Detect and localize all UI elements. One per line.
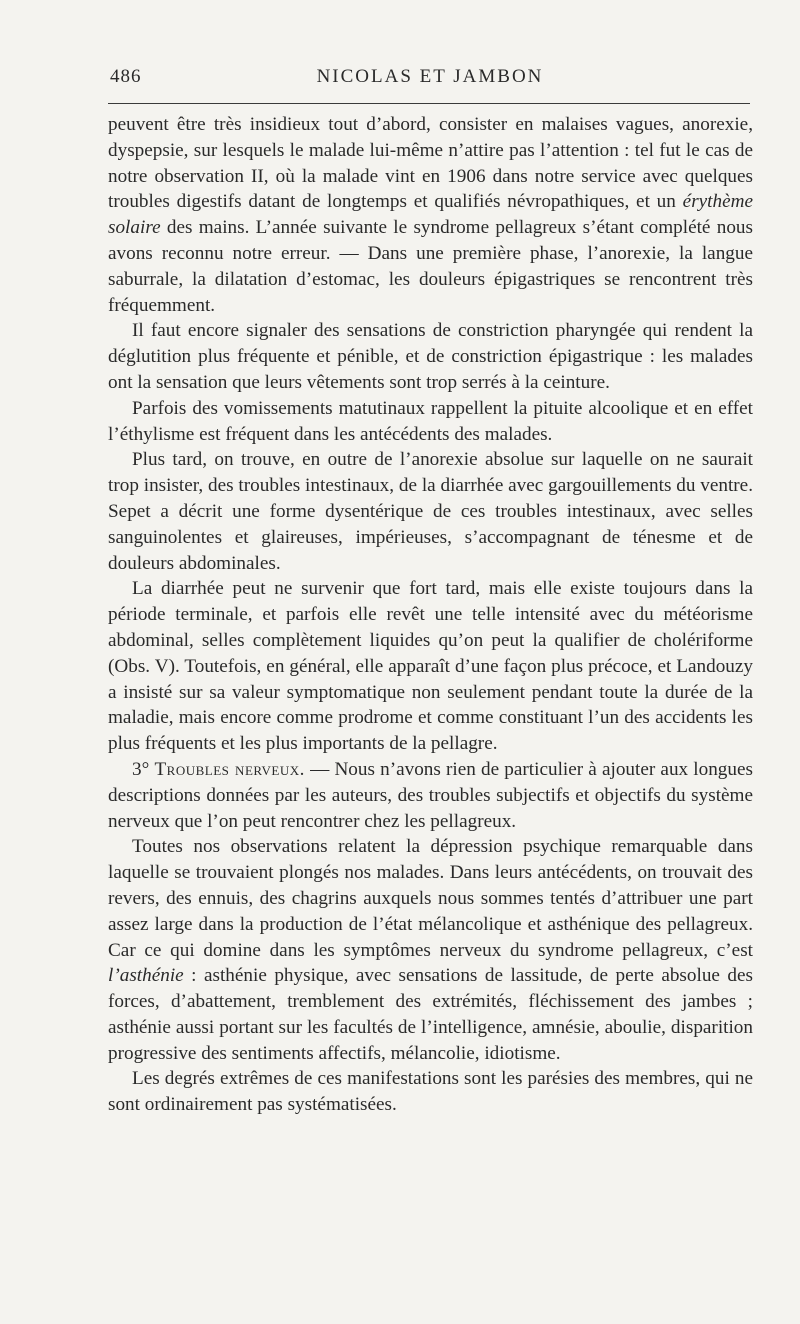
emphasis-erytheme: érythème solaire bbox=[108, 191, 753, 239]
paragraph-8: Les degrés extrêmes de ces manifestations sont les parésies des membres, qui ne sont ordinairement pas systématisées. bbox=[108, 1068, 753, 1116]
paragraph-5: La diarrhée peut ne survenir que fort tard, mais elle existe toujours dans la période terminale, et parfois elle revêt une telle intensité avec du météorisme abdominal, selles complètement liquides qu’on peut la qualifier de cholériforme (Obs. V). Toutefois, en général, elle apparaît d’une façon plus précoce, et Landouzy a insisté sur sa valeur symptomatique non seulement pendant toute la durée de la maladie, mais encore comme prodrome et comme constituant l’un des accidents les plus fréquents et les plus importants de la pellagre. bbox=[108, 578, 753, 755]
section-heading: Troubles nerveux. bbox=[154, 758, 305, 780]
paragraph-7: Toutes nos observations relatent la dépression psychique remarquable dans laquelle se trouvaient plongés nos malades. Dans leurs antécédents, on trouvait des revers, des ennuis, des chagrins auxquels nous sommes tentés d’attribuer une part assez large dans la production de l’état mélancolique et asthénique des pellagreux. Car ce qui domine dans les symptômes nerveux du syndrome pellagreux, c’est l’asthénie : asthénie physique, avec sensations de lassitude, de perte absolue des forces, d’abattement, tremblement des extrémités, fléchissement des jambes ; asthénie aussi portant sur les facultés de l’intelligence, amnésie, aboulie, disparition progressive des sentiments affectifs, mélancolie, idiotisme. bbox=[108, 836, 753, 1064]
emphasis-asthenie: l’asthénie bbox=[108, 965, 184, 987]
header-rule bbox=[108, 103, 750, 104]
paragraph-3: Parfois des vomissements matutinaux rappellent la pituite alcoolique et en effet l’éthylisme est fréquent dans les antécédents des malades. bbox=[108, 397, 753, 445]
paragraph-4: Plus tard, on trouve, en outre de l’anorexie absolue sur laquelle on ne saurait trop insister, des troubles intestinaux, de la diarrhée avec gargouillements du ventre. Sepet a décrit une forme dysentérique de ces troubles intestinaux, avec selles sanguinolentes et glaireuses, impérieuses, s’accompagnant de ténesme et de douleurs abdominales. bbox=[108, 449, 753, 574]
running-title: NICOLAS ET JAMBON bbox=[316, 66, 544, 87]
page-header bbox=[110, 66, 750, 92]
body-text bbox=[108, 112, 753, 1118]
paragraph-1: peuvent être très insidieux tout d’abord, consister en malaises vagues, anorexie, dyspepsie, sur lesquels le malade lui-même n’attire pas l’attention : tel fut le cas de notre observation II, où la malade vint en 1906 dans notre service avec quelques troubles digestifs datant de longtemps et qualifiés névropathiques, et un érythème solaire des mains. L’année suivante le syndrome pellagreux s’étant complété nous avons reconnu notre erreur. — Dans une première phase, l’anorexie, la langue saburrale, la dilatation d’estomac, les douleurs épigastriques se rencontrent très fréquemment. bbox=[108, 114, 753, 316]
paragraph-2: Il faut encore signaler des sensations de constriction pharyngée qui rendent la déglutition plus fréquente et pénible, et de constriction épigastrique : les malades ont la sensation que leurs vêtements sont trop serrés à la ceinture. bbox=[108, 320, 753, 393]
paragraph-6: 3° Troubles nerveux. — Nous n’avons rien de particulier à ajouter aux longues descriptions données par les auteurs, des troubles subjectifs et objectifs du système nerveux que l’on peut rencontrer chez les pellagreux. bbox=[108, 758, 753, 832]
page-number: 486 bbox=[110, 66, 142, 87]
